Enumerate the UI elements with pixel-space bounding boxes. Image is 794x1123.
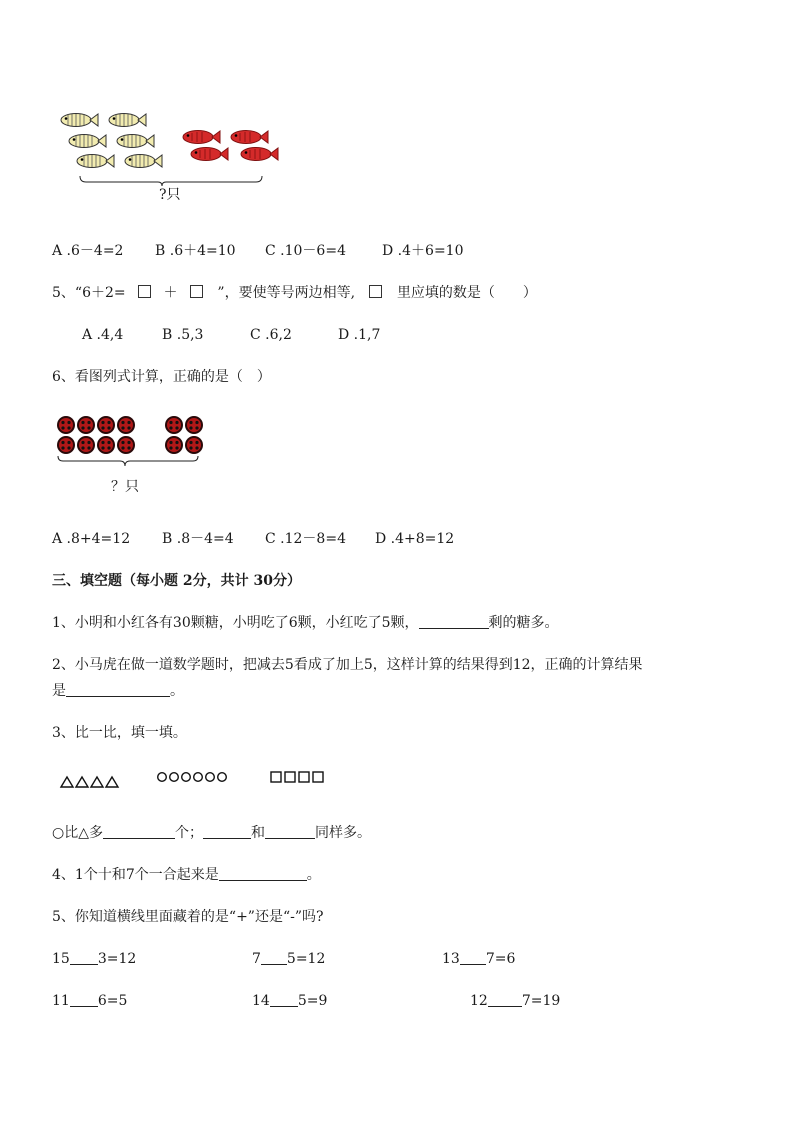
triangle-group — [61, 777, 118, 787]
fill-q1-text-a: 1、小明和小红各有30颗糖，小明吃了6颗，小红吃了5颗， — [52, 615, 419, 631]
answer-blank[interactable] — [270, 992, 298, 1007]
fish-yellow-group — [61, 114, 162, 168]
fish-figure — [50, 106, 290, 196]
question-5 — [52, 284, 537, 302]
equation — [470, 992, 560, 1010]
answer-blank[interactable] — [488, 992, 522, 1007]
equation-left: 15 — [52, 951, 70, 967]
shapes-figure — [58, 768, 348, 792]
question-6: 6、看图列式计算，正确的是（ ） — [52, 369, 271, 385]
fish-figure-label: ?只 — [159, 187, 181, 203]
q5-option-a: A .4,4 — [82, 327, 124, 343]
fish-brace — [80, 176, 262, 186]
equation — [252, 992, 327, 1010]
fill-question-1 — [52, 614, 559, 632]
answer-blank[interactable] — [460, 950, 486, 965]
answer-blank[interactable] — [219, 866, 307, 881]
ladybug-group-right — [165, 416, 203, 454]
q6-option-a: A .8+4=12 — [52, 531, 131, 547]
q5-option-c: C .6,2 — [250, 327, 292, 343]
q6-option-b: B .8－4=4 — [162, 531, 234, 547]
ladybug-brace — [58, 456, 198, 466]
equation-left: 11 — [52, 993, 70, 1009]
q5-mid: ”，要使等号两边相等, — [217, 285, 356, 301]
q4-option-c: C .10－6=4 — [265, 243, 346, 259]
answer-box-icon — [369, 285, 382, 298]
equation-right: 7=6 — [485, 951, 516, 967]
answer-box-icon — [190, 285, 203, 298]
answer-box-icon — [138, 285, 151, 298]
answer-blank[interactable] — [70, 950, 98, 965]
ladybug-group-left — [57, 416, 135, 454]
fill-question-2-line-2 — [52, 682, 184, 700]
answer-blank[interactable] — [203, 824, 251, 839]
fill-q2-text-a: 是 — [52, 683, 66, 699]
q5-option-d: D .1,7 — [338, 327, 381, 343]
equation-left: 13 — [442, 951, 460, 967]
equation — [52, 950, 136, 968]
answer-blank[interactable] — [103, 824, 175, 839]
fill-q2-text-b: 。 — [170, 683, 184, 699]
fill-question-4 — [52, 866, 321, 884]
ladybug-figure-label: ？只 — [111, 479, 139, 495]
q5-option-b: B .5,3 — [162, 327, 204, 343]
q5-plus: ＋ — [163, 285, 178, 301]
answer-blank[interactable] — [261, 950, 287, 965]
fish-red-group — [183, 131, 278, 161]
fill-q3-text-d: 同样多。 — [314, 825, 371, 841]
q5-suffix: 里应填的数是（ ） — [396, 285, 537, 301]
answer-blank[interactable] — [70, 992, 98, 1007]
fill-q1-text-b: 剩的糖多。 — [488, 615, 559, 631]
q6-option-d: D .4+8=12 — [375, 531, 455, 547]
q4-option-d: D .4＋6=10 — [382, 243, 464, 259]
fill-question-3: 3、比一比，填一填。 — [52, 725, 187, 741]
fill-question-3-blanks — [52, 824, 371, 842]
q6-option-c: C .12－8=4 — [265, 531, 346, 547]
fill-question-2-line-1: 2、小马虎在做一道数学题时，把减去5看成了加上5，这样计算的结果得到12，正确的计算结果 — [52, 657, 643, 673]
equation-right: 6=5 — [97, 993, 128, 1009]
answer-blank[interactable] — [66, 682, 170, 697]
equation-right: 3=12 — [97, 951, 137, 967]
ladybug-figure — [50, 412, 210, 472]
fill-question-5: 5、你知道横线里面藏着的是“+”还是“-”吗? — [52, 909, 324, 925]
q5-prefix: 5、“6＋2= — [52, 285, 126, 301]
fill-q4-text-a: 4、1个十和7个一合起来是 — [52, 867, 219, 883]
equation-left: 7 — [252, 951, 261, 967]
q4-option-a: A .6－4=2 — [52, 243, 124, 259]
square-group — [271, 772, 323, 782]
section-3-title: 三、填空题（每小题 2分，共计 30分） — [52, 573, 301, 589]
q4-option-b: B .6＋4=10 — [155, 243, 236, 259]
circle-group — [158, 773, 227, 782]
equation — [442, 950, 515, 968]
fill-q3-text-c: 和 — [250, 825, 265, 841]
equation-left: 12 — [470, 993, 488, 1009]
fill-q4-text-b: 。 — [306, 867, 321, 883]
equation — [52, 992, 127, 1010]
equation-right: 5=9 — [297, 993, 328, 1009]
equation-right: 7=19 — [521, 993, 561, 1009]
fill-q3-text-b: 个； — [174, 825, 203, 841]
equation-right: 5=12 — [286, 951, 326, 967]
answer-blank[interactable] — [419, 614, 489, 629]
equation-left: 14 — [252, 993, 270, 1009]
fill-q3-text-a: ○比△多 — [52, 825, 103, 841]
answer-blank[interactable] — [265, 824, 315, 839]
equation — [252, 950, 325, 968]
